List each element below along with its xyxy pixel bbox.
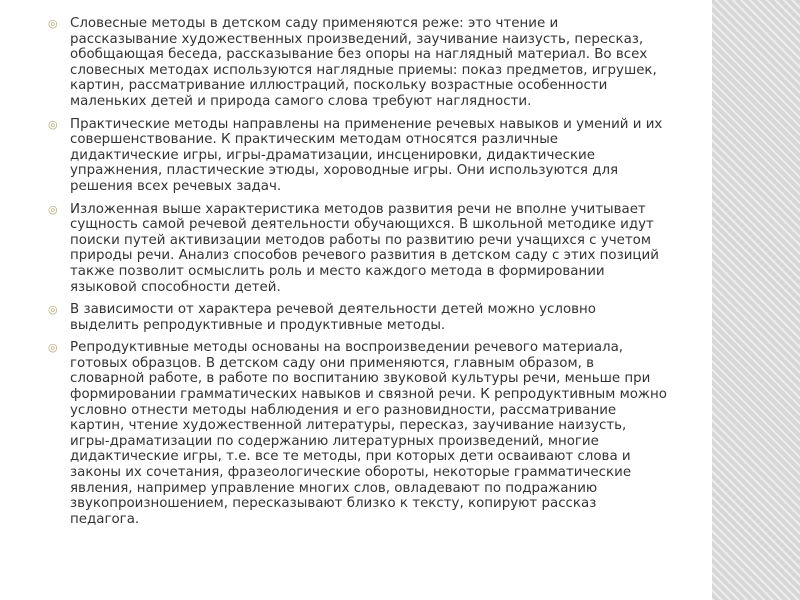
bullet-item-classification bbox=[46, 302, 668, 333]
bullet-text: Словесные методы в детском саду применяются реже: это чтение и рассказывание художественных произведений, заучивание наизусть, пересказ, обобщающая беседа, рассказывание без опоры на наглядный материал. Во всех словесных методах используются наглядные приемы: показ предметов, игрушек, картин, рассматривание иллюстраций, поскольку возрастные особенности маленьких детей и природа самого слова требуют наглядности. bbox=[70, 16, 657, 109]
bullet-text: Практические методы направлены на применение речевых навыков и умений и их совершенствование. К практическим методам относятся различные дидактические игры, игры-драматизации, инсценировки, дидактические упражнения, пластические этюды, хороводные игры. Они используются для решения всех речевых задач. bbox=[70, 116, 663, 194]
bullet-item-reproductive-methods bbox=[46, 340, 668, 527]
ring-bullet-icon: ◎ bbox=[48, 117, 58, 131]
bullet-item-verbal-methods bbox=[46, 16, 668, 110]
bullet-text: Репродуктивные методы основаны на воспроизведении речевого материала, готовых образцов. В детском саду они применяются, главным образом, в словарной работе, в работе по воспитанию звуковой культуры речи, меньше при формировании грамматических навыков и связной речи. К репродуктивным можно условно отнести методы наблюдения и его разновидности, рассматривание картин, чтение художественной литературы, пересказ, заучивание наизусть, игры-драматизации по содержанию литературных произведений, многие дидактические игры, т.е. все те методы, при которых дети осваивают слова и законы их сочетания, фразеологические обороты, некоторые грамматические явления, например управление многих слов, овладевают по подражанию звукопроизношением, пересказывают близко к тексту, копируют рассказ педагога. bbox=[70, 340, 667, 527]
bullet-text: В зависимости от характера речевой деятельности детей можно условно выделить репродуктивные и продуктивные методы. bbox=[70, 302, 596, 333]
bullet-text: Изложенная выше характеристика методов развития речи не вполне учитывает сущность самой речевой деятельности обучающихся. В школьной методике идут поиски путей активизации методов работы по развитию речи учащихся с учетом природы речи. Анализ способов речевого развития в детском саду с этих позиций также позволит осмыслить роль и место каждого метода в формировании языковой способности детей. bbox=[70, 201, 659, 295]
ring-bullet-icon: ◎ bbox=[48, 303, 58, 317]
bullet-item-practical-methods bbox=[46, 117, 668, 195]
slide-content bbox=[46, 16, 668, 534]
ring-bullet-icon: ◎ bbox=[48, 341, 58, 355]
decorative-side-band bbox=[712, 0, 800, 600]
ring-bullet-icon: ◎ bbox=[48, 202, 58, 216]
bullet-list bbox=[46, 16, 668, 527]
ring-bullet-icon: ◎ bbox=[48, 17, 58, 30]
bullet-item-characteristics bbox=[46, 202, 668, 296]
